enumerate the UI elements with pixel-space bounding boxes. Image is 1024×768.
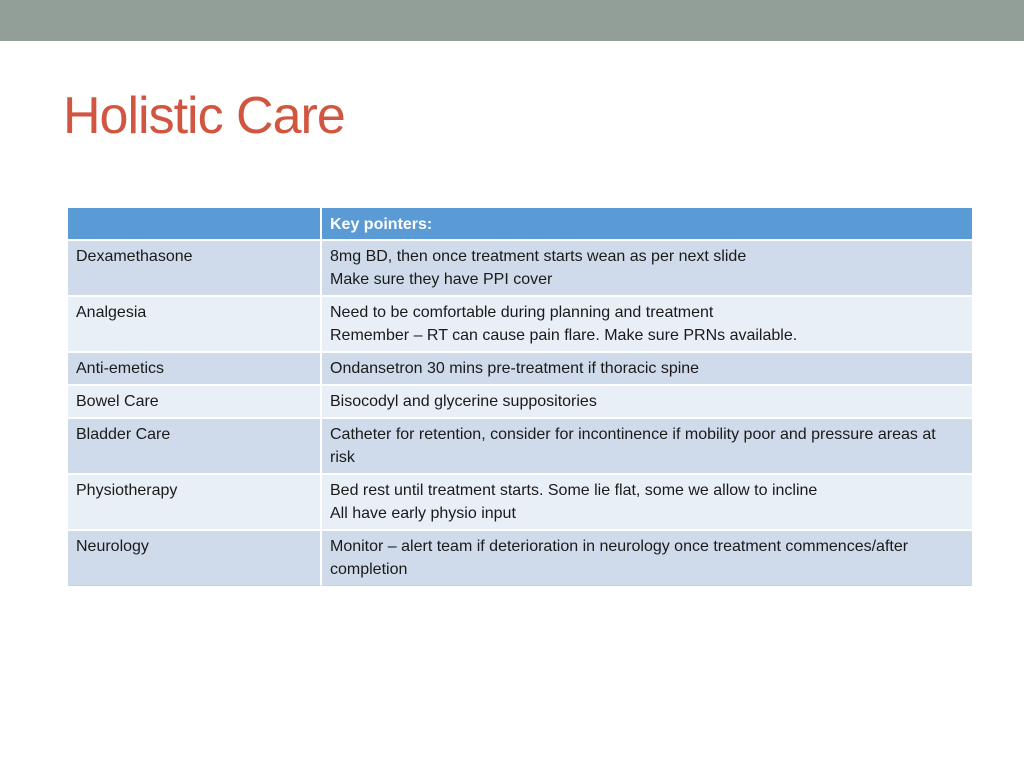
table-row [68, 419, 972, 475]
pointer-line: Remember – RT can cause pain flare. Make sure PRNs available. [330, 327, 798, 344]
topic-cell: Dexamethasone [68, 241, 322, 297]
pointer-cell [322, 386, 972, 419]
topic-cell: Physiotherapy [68, 475, 322, 531]
pointer-cell [322, 241, 972, 297]
pointer-line: Bisocodyl and glycerine suppositories [330, 393, 597, 410]
header-key-pointers-cell: Key pointers: [322, 208, 972, 241]
pointer-cell [322, 419, 972, 475]
topic-cell: Analgesia [68, 297, 322, 353]
pointer-line: Monitor – alert team if deterioration in neurology once treatment commences/after completion [330, 538, 909, 578]
pointer-cell [322, 475, 972, 531]
topic-cell: Anti-emetics [68, 353, 322, 386]
table-row [68, 386, 972, 419]
topic-cell: Bowel Care [68, 386, 322, 419]
table-row [68, 353, 972, 386]
pointer-cell [322, 353, 972, 386]
pointer-line: Catheter for retention, consider for incontinence if mobility poor and pressure areas at risk [330, 426, 936, 466]
top-band [0, 0, 1024, 41]
pointer-line: Need to be comfortable during planning and treatment [330, 304, 714, 321]
table-row [68, 531, 972, 586]
pointer-cell [322, 531, 972, 586]
pointer-line: Make sure they have PPI cover [330, 271, 553, 288]
pointer-line: 8mg BD, then once treatment starts wean as per next slide [330, 248, 747, 265]
table-header-row [68, 208, 972, 241]
pointer-cell [322, 297, 972, 353]
pointer-line: Ondansetron 30 mins pre-treatment if thoracic spine [330, 360, 700, 377]
table-row [68, 241, 972, 297]
key-pointers-table [68, 208, 972, 586]
table-row [68, 297, 972, 353]
slide-title: Holistic Care [63, 87, 345, 145]
header-topic-cell [68, 208, 322, 241]
topic-cell: Bladder Care [68, 419, 322, 475]
pointer-line: All have early physio input [330, 505, 516, 522]
topic-cell: Neurology [68, 531, 322, 586]
table-row [68, 475, 972, 531]
pointer-line: Bed rest until treatment starts. Some lie flat, some we allow to incline [330, 482, 818, 499]
